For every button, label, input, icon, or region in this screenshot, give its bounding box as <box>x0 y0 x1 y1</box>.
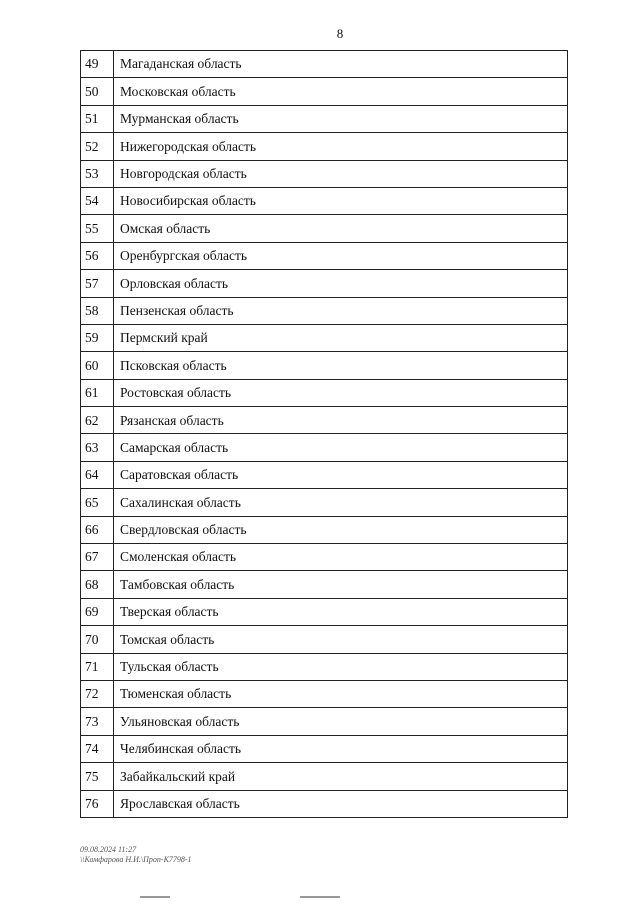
row-number: 66 <box>81 516 114 543</box>
table-row <box>81 297 568 324</box>
table-row <box>81 680 568 707</box>
row-number: 55 <box>81 215 114 242</box>
region-name: Ростовская область <box>114 379 568 406</box>
table-row <box>81 516 568 543</box>
row-number: 69 <box>81 598 114 625</box>
table-row <box>81 215 568 242</box>
table-row <box>81 270 568 297</box>
table-row <box>81 407 568 434</box>
row-number: 64 <box>81 461 114 488</box>
region-name: Челябинская область <box>114 735 568 762</box>
region-name: Ульяновская область <box>114 708 568 735</box>
region-name: Ярославская область <box>114 790 568 817</box>
row-number: 68 <box>81 571 114 598</box>
region-name: Московская область <box>114 78 568 105</box>
row-number: 57 <box>81 270 114 297</box>
regions-table <box>80 50 568 818</box>
footer-date: 09.08.2024 11:27 <box>80 845 137 854</box>
table-row <box>81 461 568 488</box>
table-row <box>81 352 568 379</box>
table-row <box>81 187 568 214</box>
region-name: Томская область <box>114 626 568 653</box>
row-number: 51 <box>81 105 114 132</box>
region-name: Омская область <box>114 215 568 242</box>
table-row <box>81 790 568 817</box>
table-row <box>81 626 568 653</box>
row-number: 54 <box>81 187 114 214</box>
row-number: 50 <box>81 78 114 105</box>
table-row <box>81 160 568 187</box>
row-number: 65 <box>81 489 114 516</box>
row-number: 60 <box>81 352 114 379</box>
row-number: 49 <box>81 51 114 78</box>
row-number: 76 <box>81 790 114 817</box>
table-row <box>81 598 568 625</box>
table-row <box>81 242 568 269</box>
region-name: Тверская область <box>114 598 568 625</box>
table-row <box>81 544 568 571</box>
row-number: 58 <box>81 297 114 324</box>
row-number: 61 <box>81 379 114 406</box>
row-number: 67 <box>81 544 114 571</box>
row-number: 63 <box>81 434 114 461</box>
row-number: 74 <box>81 735 114 762</box>
footer-author: \\Комфарова Н.И.\Проп-К7798-1 <box>80 855 192 864</box>
table-row <box>81 379 568 406</box>
scan-artifact <box>140 896 170 898</box>
region-name: Магаданская область <box>114 51 568 78</box>
region-name: Сахалинская область <box>114 489 568 516</box>
row-number: 53 <box>81 160 114 187</box>
row-number: 56 <box>81 242 114 269</box>
table-row <box>81 653 568 680</box>
row-number: 72 <box>81 680 114 707</box>
table-row <box>81 434 568 461</box>
scan-artifact <box>300 896 340 898</box>
region-name: Забайкальский край <box>114 763 568 790</box>
region-name: Тюменская область <box>114 680 568 707</box>
region-name: Тульская область <box>114 653 568 680</box>
table-row <box>81 133 568 160</box>
row-number: 73 <box>81 708 114 735</box>
table-row <box>81 763 568 790</box>
region-name: Нижегородская область <box>114 133 568 160</box>
row-number: 59 <box>81 324 114 351</box>
region-name: Новосибирская область <box>114 187 568 214</box>
table-row <box>81 571 568 598</box>
region-name: Псковская область <box>114 352 568 379</box>
row-number: 52 <box>81 133 114 160</box>
row-number: 75 <box>81 763 114 790</box>
table-row <box>81 105 568 132</box>
region-name: Самарская область <box>114 434 568 461</box>
region-name: Мурманская область <box>114 105 568 132</box>
table-row <box>81 324 568 351</box>
row-number: 62 <box>81 407 114 434</box>
region-name: Оренбургская область <box>114 242 568 269</box>
region-name: Новгородская область <box>114 160 568 187</box>
row-number: 70 <box>81 626 114 653</box>
row-number: 71 <box>81 653 114 680</box>
table-row <box>81 489 568 516</box>
document-footer <box>80 845 192 865</box>
region-name: Пензенская область <box>114 297 568 324</box>
region-name: Смоленская область <box>114 544 568 571</box>
region-name: Орловская область <box>114 270 568 297</box>
regions-table-body <box>81 51 568 818</box>
table-row <box>81 51 568 78</box>
region-name: Саратовская область <box>114 461 568 488</box>
page-number: 8 <box>336 26 344 41</box>
region-name: Свердловская область <box>114 516 568 543</box>
region-name: Тамбовская область <box>114 571 568 598</box>
table-row <box>81 708 568 735</box>
table-row <box>81 78 568 105</box>
region-name: Пермский край <box>114 324 568 351</box>
region-name: Рязанская область <box>114 407 568 434</box>
table-row <box>81 735 568 762</box>
